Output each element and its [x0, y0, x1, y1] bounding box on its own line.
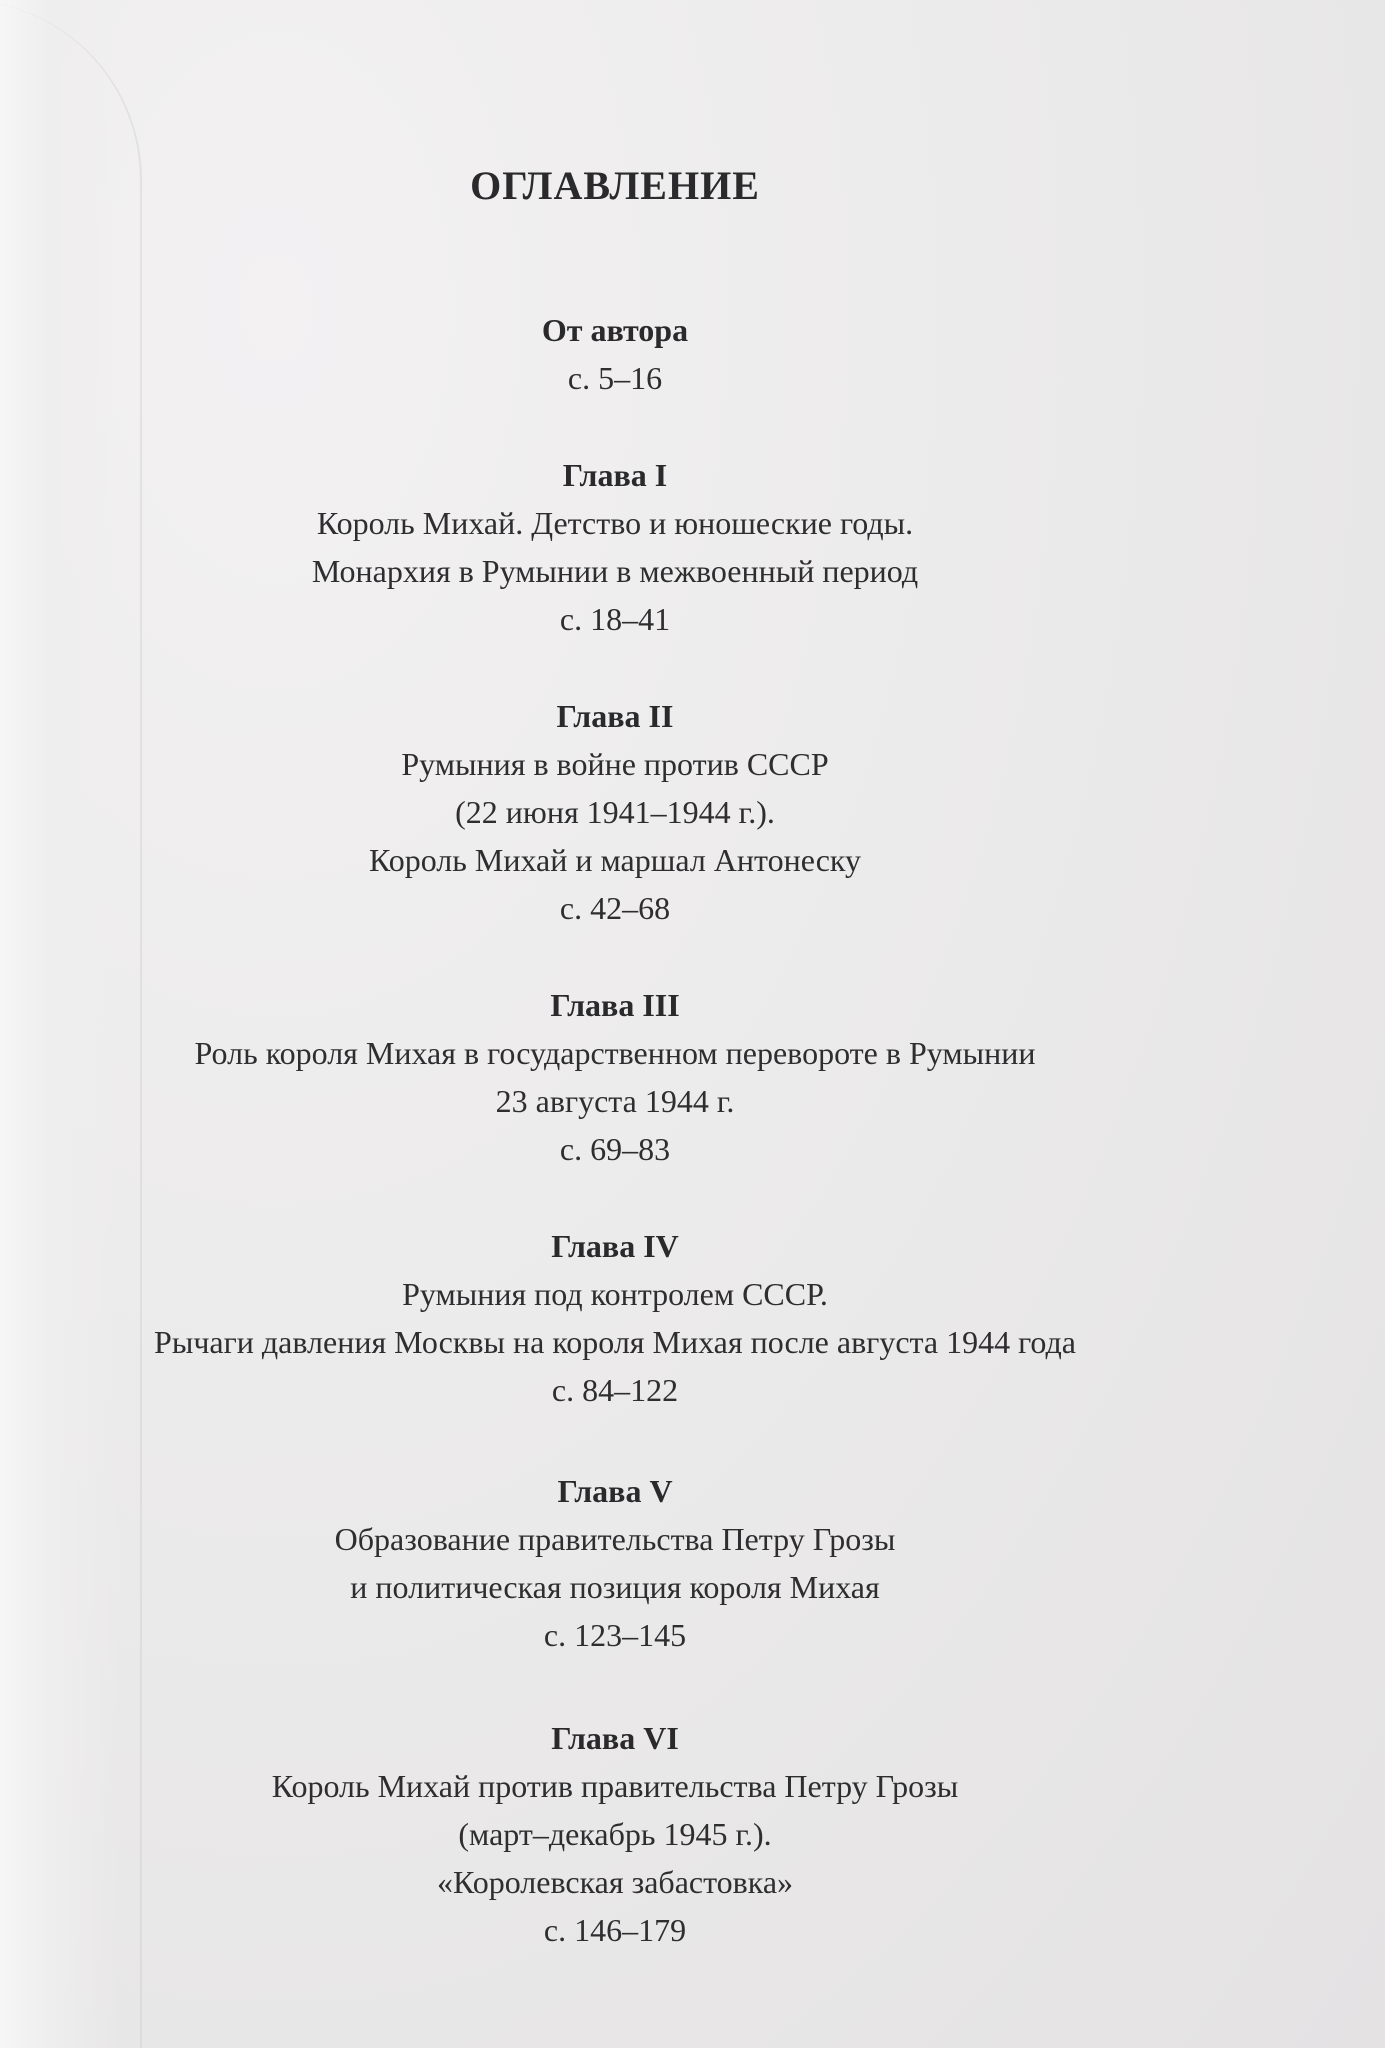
entry-pages: с. 123–145 — [543, 1617, 687, 1653]
entry-title-line: (22 июня 1941–1944 г.). — [455, 794, 775, 830]
entry-title-line: 23 августа 1944 г. — [495, 1083, 735, 1119]
entry-heading: Глава VI — [551, 1720, 679, 1756]
entry-pages: с. 42–68 — [559, 890, 671, 926]
toc-entry-foreword — [0, 306, 1230, 402]
entry-title-line: (март–декабрь 1945 г.). — [458, 1816, 772, 1852]
toc-entry-chapter-1 — [0, 451, 1230, 643]
entry-title-line: «Королевская забастовка» — [436, 1864, 794, 1900]
entry-title-line: Образование правительства Петру Грозы — [334, 1521, 896, 1557]
entry-heading: От автора — [541, 312, 689, 348]
entry-title-line: Король Михай. Детство и юношеские годы. — [316, 505, 914, 541]
entry-title-line: Король Михай против правительства Петру Грозы — [271, 1768, 959, 1804]
toc-entry-chapter-3 — [0, 981, 1230, 1173]
entry-pages: с. 146–179 — [543, 1912, 687, 1948]
entry-heading: Глава II — [556, 698, 674, 734]
entry-title-line: Король Михай и маршал Антонеску — [368, 842, 862, 878]
toc-title: ОГЛАВЛЕНИЕ — [470, 163, 760, 208]
entry-title-line: Румыния под контролем СССР. — [402, 1276, 828, 1312]
entry-title-line: Румыния в войне против СССР — [401, 746, 829, 782]
toc-entry-chapter-4 — [0, 1222, 1230, 1414]
entry-heading: Глава IV — [551, 1228, 679, 1264]
entry-title-line: и политическая позиция короля Михая — [350, 1569, 880, 1605]
toc-entry-chapter-5 — [0, 1467, 1230, 1659]
entry-pages: с. 69–83 — [559, 1131, 671, 1167]
entry-pages: с. 5–16 — [567, 360, 663, 396]
entry-title-line: Роль короля Михая в государственном перевороте в Румынии — [194, 1035, 1036, 1071]
entry-title-line: Рычаги давления Москвы на короля Михая после августа 1944 года — [154, 1324, 1076, 1360]
entry-heading: Глава III — [550, 987, 680, 1023]
entry-pages: с. 18–41 — [559, 601, 671, 637]
entry-heading: Глава V — [557, 1473, 673, 1509]
entry-heading: Глава I — [562, 457, 668, 493]
entry-pages: с. 84–122 — [551, 1372, 679, 1408]
toc-entry-chapter-6 — [0, 1714, 1230, 1954]
entry-title-line: Монархия в Румынии в межвоенный период — [311, 553, 919, 589]
toc-entry-chapter-2 — [0, 692, 1230, 932]
